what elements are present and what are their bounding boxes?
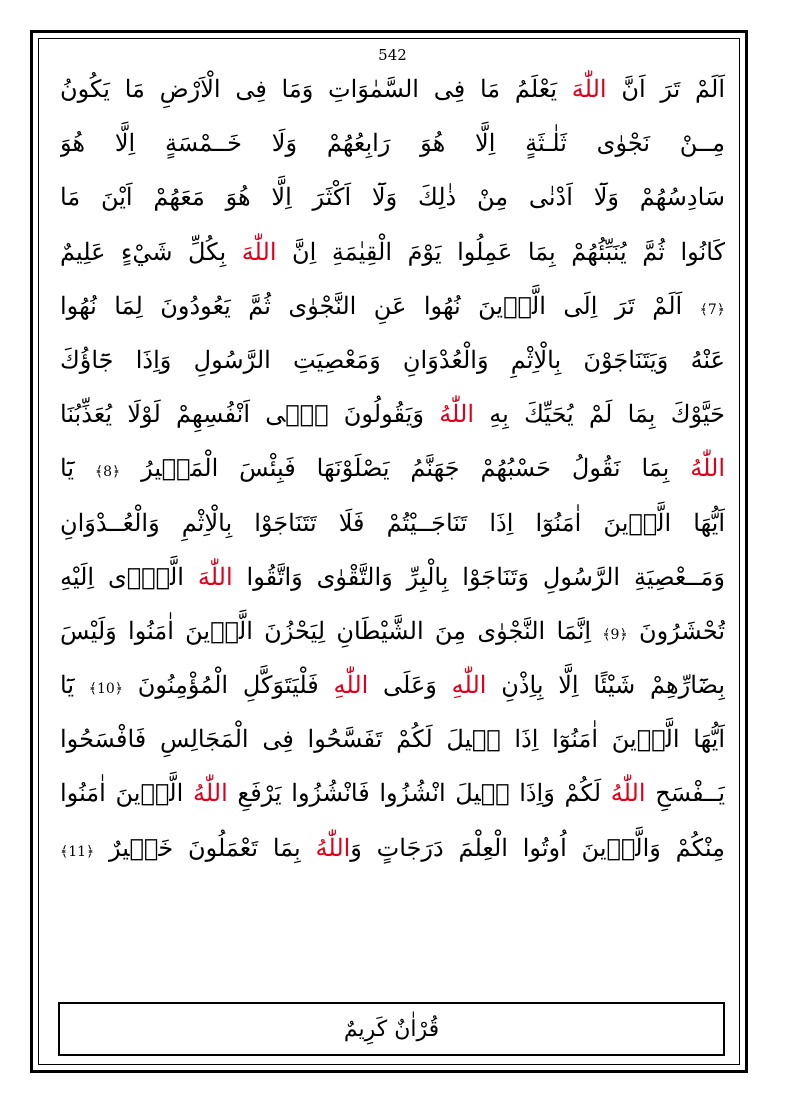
text-segment: الَّذٖٓى اِلَيْهِ <box>60 562 198 591</box>
text-segment: بِكُلِّ شَيْءٍ عَلِيمٌ <box>60 237 242 266</box>
text-line <box>60 604 725 658</box>
ayah-number-marker: ﴿10﴾ <box>88 681 123 698</box>
text-line <box>60 225 725 279</box>
ayah-number-marker: ﴿11﴾ <box>60 843 95 860</box>
text-line <box>60 496 725 550</box>
text-segment: كَانُوا ثُمَّ يُنَبِّئُهُمْ بِمَا عَمِلُوا يَوْمَ الْقِيٰمَةِ اِنَّ <box>276 237 725 266</box>
ayah-number-marker: ﴿9﴾ <box>602 626 628 643</box>
quran-text-block <box>60 62 725 875</box>
divine-name-word: اللّٰهِ <box>451 671 487 700</box>
text-segment: اَيُّهَا الَّذٖينَ اٰمَنُوٓا اِذَا قٖيلَ لَكُمْ تَفَسَّحُوا فِى الْمَجَالِسِ فَافْسَحُوا <box>60 725 725 754</box>
text-segment: الَّذٖينَ اٰمَنُوا <box>60 779 193 808</box>
text-segment: بِمَا نَقُولُ حَسْبُهُمْ جَهَنَّمُ يَصْلَوْنَهَا فَبِئْسَ الْمَصٖيرُ <box>120 454 691 483</box>
text-line <box>60 62 725 116</box>
text-segment: اَلَمْ تَرَ اِلَى الَّذٖينَ نُهُوا عَنِ النَّجْوٰى ثُمَّ يَعُودُونَ لِمَا نُهُوا <box>60 291 700 320</box>
text-line <box>60 170 725 224</box>
divine-name-word: اللّٰهُ <box>315 833 351 862</box>
text-line <box>60 550 725 604</box>
text-line <box>60 712 725 766</box>
text-segment: بِضَٓارِّهِمْ شَيْئًا اِلَّا بِاِذْنِ <box>486 671 725 700</box>
divine-name-word: اللّٰهَ <box>197 562 233 591</box>
text-segment: عَنْهُ وَيَتَنَاجَوْنَ بِالْاِثْمِ وَالْعُدْوَانِ وَمَعْصِيَتِ الرَّسُولِ وَاِذَا جَٓاؤُكَ <box>60 345 725 374</box>
text-segment: وَيَقُولُونَ فٖٓى اَنْفُسِهِمْ لَوْلَا يُعَذِّبُنَا <box>60 400 440 429</box>
text-line <box>60 658 725 712</box>
text-line <box>60 387 725 441</box>
divine-name-word: اللّٰهَ <box>571 75 607 103</box>
divine-name-word: اللّٰهُ <box>610 779 646 808</box>
text-segment: يَٓا <box>60 671 89 700</box>
text-segment: فَلْيَتَوَكَّلِ الْمُؤْمِنُونَ <box>122 671 334 700</box>
text-segment: اِنَّمَا النَّجْوٰى مِنَ الشَّيْطَانِ لِيَحْزُنَ الَّذٖينَ اٰمَنُوا وَلَيْسَ <box>60 616 603 645</box>
divine-name-word: اللّٰهُ <box>192 779 228 808</box>
divine-name-word: اللّٰهِ <box>333 671 369 700</box>
text-line <box>60 116 725 170</box>
text-line <box>60 821 725 875</box>
divine-name-word: اللّٰهُ <box>690 454 725 483</box>
text-segment: يَــفْسَحِ <box>645 779 725 808</box>
text-segment: سَادِسُهُمْ وَلَٓا اَدْنٰى مِنْ ذٰلِكَ وَلَٓا اَكْثَرَ اِلَّا هُوَ مَعَهُمْ اَيْنَ مَا <box>60 183 725 212</box>
text-segment: وَعَلَى <box>368 671 452 700</box>
footer-title: قُرْاٰنٌ كَرِيمٌ <box>343 1016 440 1042</box>
ayah-number-marker: ﴿7﴾ <box>699 301 725 318</box>
divine-name-word: اللّٰهَ <box>241 237 277 266</box>
text-segment: اَلَمْ تَرَ اَنَّ <box>606 75 725 103</box>
footer-box <box>58 1002 725 1056</box>
text-segment: مِــنْ نَجْوٰى ثَلٰـثَةٍ اِلَّا هُوَ رَابِعُهُمْ وَلَا خَــمْسَةٍ اِلَّا هُوَ <box>60 129 725 158</box>
text-segment: لَكُمْ وَاِذَا قٖيلَ انْشُزُوا فَانْشُزُوا يَرْفَعِ <box>227 779 611 808</box>
divine-name-word: اللّٰهُ <box>439 400 474 429</box>
text-line <box>60 279 725 333</box>
text-segment: مِنْكُمْ وَالَّذٖينَ اُوتُوا الْعِلْمَ دَرَجَاتٍ وَ <box>350 833 725 862</box>
text-segment: يَٓا <box>60 454 95 483</box>
text-segment: بِمَا تَعْمَلُونَ خَبٖيرٌ <box>94 833 316 862</box>
text-line <box>60 333 725 387</box>
text-segment: اَيُّهَا الَّذٖينَ اٰمَنُوٓا اِذَا تَنَاجَــيْتُمْ فَلَا تَتَنَاجَوْا بِالْاِثْمِ وَالْعُــدْوَانِ <box>60 508 725 537</box>
text-segment: حَيَّوْكَ بِمَا لَمْ يُحَيِّكَ بِهِ <box>473 400 725 429</box>
page-number: 542 <box>378 46 407 64</box>
text-segment: يَعْلَمُ مَا فِى السَّمٰوَاتِ وَمَا فِى الْاَرْضِ مَا يَكُونُ <box>60 75 572 103</box>
text-line <box>60 766 725 820</box>
ayah-number-marker: ﴿8﴾ <box>94 464 121 481</box>
text-segment: وَمَــعْصِيَةِ الرَّسُولِ وَتَنَاجَوْا بِالْبِرِّ وَالتَّقْوٰى وَاتَّقُوا <box>232 562 725 591</box>
text-line <box>60 441 725 495</box>
text-segment: تُحْشَرُونَ <box>627 616 725 645</box>
